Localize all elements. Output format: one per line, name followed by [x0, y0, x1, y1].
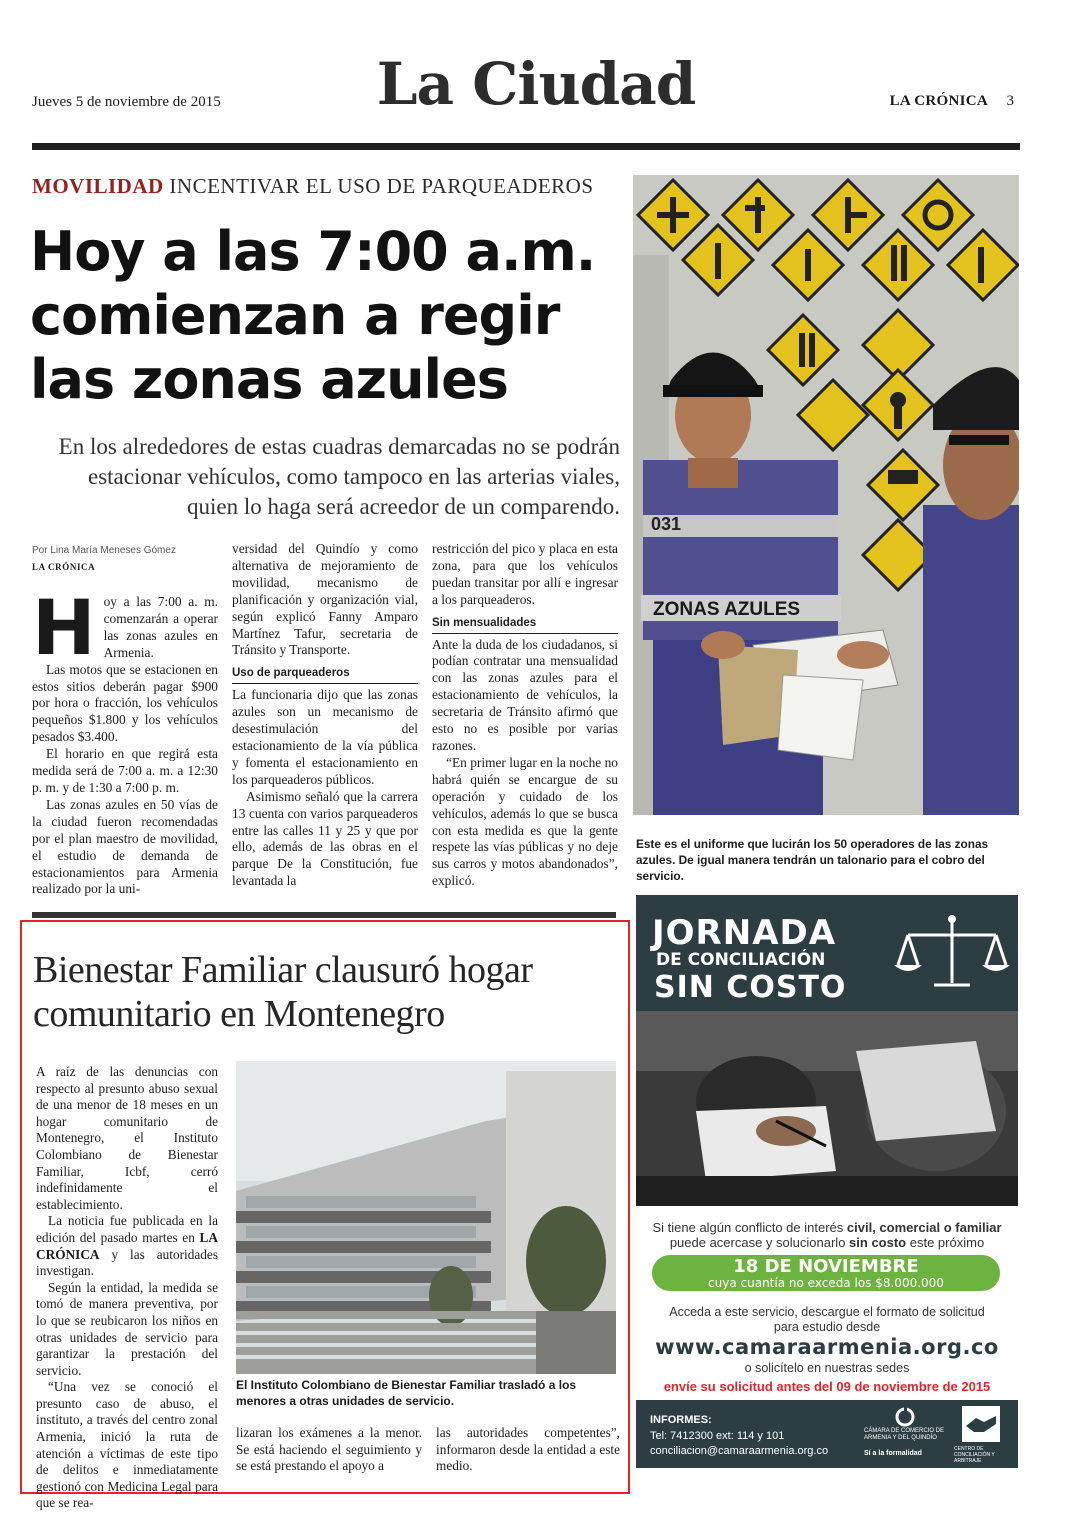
paragraph: “Una vez se conoció el presunto caso de abuso, el instituto, a través del centro zonal Armenia, inició la ruta de atención a víctimas de este tipo de delitos e inmediatamente gestionó con Medicina Legal para que se rea-	[36, 1379, 218, 1511]
kicker-section: MOVILIDAD	[32, 174, 164, 198]
ad-date-pill	[652, 1255, 1000, 1291]
byline-paper: LA CRÓNICA	[32, 562, 96, 572]
article-column-2	[232, 541, 418, 890]
secondary-headline: Bienestar Familiar clausuró hogar comunitario en Montenegro	[33, 949, 533, 1035]
ad-text: puede acercase y solucionarlo	[669, 1235, 846, 1250]
secondary-column-2	[236, 1425, 422, 1475]
ad-deadline: envíe su solicitud antes del 09 de noviembre de 2015	[663, 1379, 991, 1394]
subhead-mensualidades: Sin mensualidades	[432, 615, 618, 634]
paragraph: versidad del Quindío y como alternativa de mejoramiento de movilidad, mecanismo de planificación y organización vial, según explicó Fanny Amparo Martínez Tafur, secretaria de Tránsito y Transporte.	[232, 541, 418, 658]
ad-url: www.camaraarmenia.org.co	[655, 1335, 999, 1359]
secondary-column-3	[436, 1425, 620, 1475]
ad-title-2: DE CONCILIACIÓN	[656, 950, 826, 970]
paragraph: Las motos que se estacionen en estos sitios deberán pagar $900 por hora o fracción, los vehículos pequeños $1.800 y los vehículos pesados $3.400.	[32, 661, 218, 745]
byline: Por Lina María Meneses Gómez	[32, 545, 176, 556]
ad-text: este próximo	[909, 1235, 985, 1250]
paragraph: La funcionaria dijo que las zonas azules son un mecanismo de desestimulación del estacionamiento de la vía pública y fomenta el estacionamiento en los parqueaderos públicos.	[232, 687, 418, 787]
building-photo	[236, 1061, 616, 1374]
page-number: 3	[1006, 93, 1014, 109]
paragraph: A raíz de las denuncias con respecto al presunto abuso sexual de una menor de 18 meses en un hogar comunitario de Montenegro, el Instituto Colombiano de Bienestar Familiar, Icbf, cerró indefinidamente el establecimiento.	[36, 1064, 218, 1212]
ad-header-right	[886, 895, 1018, 1011]
article-kicker	[32, 174, 594, 199]
article-column-1	[32, 583, 218, 898]
paragraph	[36, 1213, 218, 1279]
ad-title-3: SIN COSTO	[654, 970, 847, 1005]
ad-line-5: o solicítelo en nuestras sedes	[744, 1361, 910, 1375]
ad-phone: Tel: 7412300 ext: 114 y 101	[650, 1430, 785, 1442]
ad-centro: CENTRO DE CONCILIACIÓN Y ARBITRAJE	[954, 1446, 995, 1464]
main-headline: Hoy a las 7:00 a.m. comienzan a regir las zonas azules	[30, 220, 596, 411]
paragraph-text: La noticia fue publicada en la edición del pasado martes en	[36, 1213, 218, 1245]
ad-text: Si tiene algún conflicto de interés	[652, 1220, 844, 1235]
article-column-3	[432, 541, 618, 890]
scales-icon	[886, 895, 1018, 1011]
paragraph: Las zonas azules en 50 vías de la ciudad fueron recomendadas por el plan maestro de movilidad, el estudio de demanda de estacionamientos para Armenia realizado por la uni-	[32, 796, 218, 897]
ad-footer	[636, 1400, 1018, 1468]
camara-logo-icon	[894, 1406, 916, 1428]
ad-informes: INFORMES:	[650, 1414, 712, 1426]
paragraph: “En primer lugar en la noche no habrá quién se encargue de su operación y cuidado de los vehículos, además lo que se busca con esta medida es que la gente respete las vías públicas y no deje sus carros y motos abandonados”, explicó.	[432, 754, 618, 889]
ad-line-2	[636, 1235, 1018, 1250]
operators-photo	[633, 175, 1019, 815]
ad-amount: cuya cuantía no exceda los $8.000.000	[708, 1276, 944, 1290]
photo-caption: Este es el uniforme que lucirán los 50 operadores de las zonas azules. De igual manera tendrán un talonario para el cobro del servicio.	[636, 837, 989, 883]
drop-cap: H	[32, 583, 96, 672]
ad-header	[636, 895, 886, 1011]
ad-email: conciliacion@camaraarmenia.org.co	[650, 1445, 829, 1457]
paragraph: las autoridades competentes”, informaron desde la entidad a este medio.	[436, 1425, 620, 1474]
kicker-topic: INCENTIVAR EL USO DE PARQUEADEROS	[169, 174, 594, 198]
section-title: La Ciudad	[376, 50, 696, 118]
subhead-parqueaderos: Uso de parqueaderos	[232, 665, 418, 684]
issue-date: Jueves 5 de noviembre de 2015	[32, 94, 221, 110]
secondary-column-1	[36, 1064, 218, 1512]
paragraph: oy a las 7:00 a. m. comenzarán a operar las zonas azules en Armenia.	[103, 594, 218, 660]
paragraph: Según la entidad, la medida se tomó de manera preventiva, por lo que se reubicaron los niños en otras unidades de servicio para garantizar la prestación del servicio.	[36, 1279, 218, 1378]
paragraph: lizaran los exámenes a la menor. Se está haciendo el seguimiento y se está prestando el apoyo a	[236, 1425, 422, 1474]
paragraph: El horario en que regirá esta medida será de 7:00 a. m. a 12:30 p. m. y de 1:30 a 7:00 p. m.	[32, 746, 218, 795]
paragraph-text: y las autoridades investigan.	[36, 1246, 218, 1279]
ad-line-3: Acceda a este servicio, descargue el formato de solicitud	[669, 1305, 985, 1319]
newspaper-name: LA CRÓNICA	[889, 93, 988, 109]
paper-reference: LA CRÓNICA	[36, 1229, 218, 1262]
main-deck: En los alrededores de estas cuadras demarcadas no se podrán estacionar vehículos, como tampoco en las arterias viales, quien lo haga será acreedor de un comparendo.	[58, 434, 620, 519]
building-caption: El Instituto Colombiano de Bienestar Familiar trasladó a los menores a otras unidades de servicio.	[236, 1378, 577, 1408]
paragraph: Ante la duda de los ciudadanos, si podían contratar una mensualidad con las zonas azules para el estacionamiento de vehículos, la secretaria de Tránsito afirmó que esto no es posible por varias razones.	[432, 636, 618, 753]
ad-date: 18 DE NOVIEMBRE	[733, 1256, 919, 1277]
ad-camara: CÁMARA DE COMERCIO DE ARMENIA Y DEL QUINDÍO	[864, 1428, 945, 1441]
ad-slogan: Sí a la formalidad	[864, 1450, 922, 1457]
vest-number: 031	[651, 514, 682, 534]
handshake-icon	[962, 1406, 1000, 1442]
masthead-rule	[32, 143, 1020, 150]
ad-emphasis: civil, comercial o familiar	[846, 1220, 1002, 1235]
ad-title-1: JORNADA	[652, 913, 837, 953]
ad-line-1	[636, 1220, 1018, 1235]
ad-emphasis: sin costo	[849, 1235, 907, 1250]
paragraph: Asimismo señaló que la carrera 13 cuenta con varios parqueaderos entre las calles 11 y 25 y que por ello, además de las obras en el parque De la Constitución, fue levantada la	[232, 788, 418, 889]
conciliation-advertisement	[636, 895, 1018, 1491]
section-divider	[32, 912, 616, 918]
paragraph: restricción del pico y placa en esta zona, para que los vehículos puedan transitar por allí e ingresar a los parqueaderos.	[432, 541, 618, 607]
vest-label: ZONAS AZULES	[653, 599, 801, 620]
ad-line-4: para estudio desde	[773, 1320, 881, 1334]
ad-photo	[636, 1011, 1018, 1206]
